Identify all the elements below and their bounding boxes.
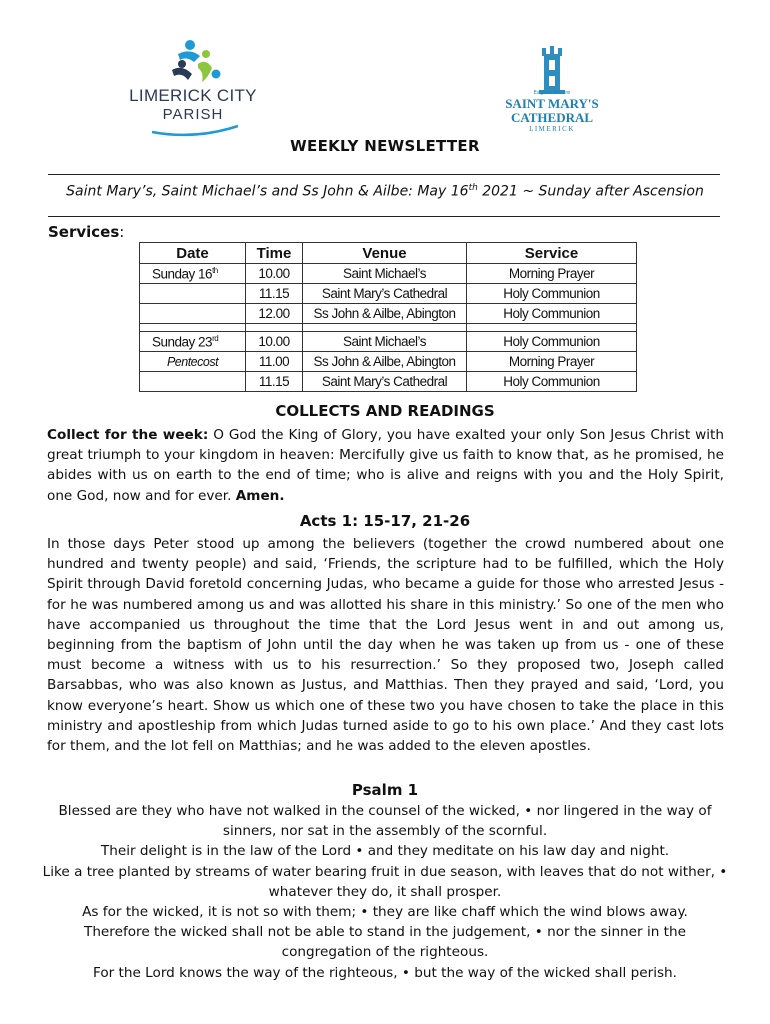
table-row: [140, 284, 637, 304]
collect-amen: Amen.: [235, 487, 285, 504]
table-row: [140, 304, 637, 324]
logo-text-limerick: LIMERICK: [529, 125, 575, 133]
cell-date: [140, 332, 246, 352]
cell-venue: Saint Mary’s Cathedral: [303, 372, 467, 392]
cell-venue: Ss John & Ailbe, Abington: [303, 352, 467, 372]
psalm-verse: Like a tree planted by streams of water bearing fruit in due season, with leaves that do not wither, • whatever they do, it shall prosper.: [42, 863, 728, 900]
swoosh-icon: [150, 122, 240, 138]
cathedral-tower-icon: [535, 40, 569, 96]
psalm-verse: For the Lord knows the way of the righteous, • but the way of the wicked shall perish.: [92, 964, 677, 981]
table-row: [140, 372, 637, 392]
column-header-venue: Venue: [303, 243, 467, 264]
subtitle-post: 2021 ~ Sunday after Ascension: [477, 183, 704, 200]
collect-text: O God the King of Glory, you have exalted your only Son Jesus Christ with great triumph to your kingdom in heaven: Mercifully give us faith to know that, as he promised, he abides with us on earth to the end of time; who is alive and reigns with you and the Holy Spirit, one God, now and for ever.: [47, 427, 724, 504]
spacer-cell: [467, 324, 637, 332]
cell-time: 11.00: [246, 352, 303, 372]
logo-text-limerick-city: LIMERICK CITY: [129, 86, 257, 105]
divider: [48, 216, 720, 217]
psalm-heading: Psalm 1: [351, 781, 419, 799]
divider: [48, 174, 720, 175]
logo-text-saint-marys: SAINT MARY'S: [505, 96, 599, 111]
logo-text-parish: PARISH: [162, 106, 224, 123]
date-text: Sunday 16: [152, 266, 213, 282]
psalm-verse: As for the wicked, it is not so with them; • they are like chaff which the wind blows away.: [82, 904, 688, 921]
table-row: [140, 264, 637, 284]
acts-paragraph: In those days Peter stood up among the believers (together the crowd numbered about one hundred and twenty people) and said, ‘Friends, the scripture had to be fulfilled, which the Holy Spirit through David foretold concerning Judas, who became a guide for those who arrested Jesus - for he was numbered among us and was allotted his share in this ministry.’ So one of the men who have accompanied us throughout the time that the Lord Jesus went in and out among us, beginning from the baptism of John until the day when he was taken up from us - one of these must become a witness with us to his resurrection.’ So they proposed two, Joseph called Barsabbas, who was also known as Justus, and Matthias. Then they prayed and said, ‘Lord, you know everyone’s heart. Show us which one of these two you have chosen to take the place in this ministry and apostleship from which Judas turned aside to go to his own place.’ And they cast lots for them, and the lot fell on Matthias; and he was added to the eleven apostles.: [47, 536, 724, 755]
subtitle-pre: Saint Mary’s, Saint Michael’s and Ss John & Ailbe: May 16: [66, 183, 469, 200]
cell-venue: Ss John & Ailbe, Abington: [303, 304, 467, 324]
subtitle-sup: th: [468, 183, 478, 193]
cell-service: Holy Communion: [467, 332, 637, 352]
limerick-city-parish-logo: [128, 38, 258, 138]
date-sup: rd: [212, 333, 219, 343]
collect-lead: Collect for the week:: [47, 427, 209, 443]
logo-text-cathedral: CATHEDRAL: [510, 110, 594, 125]
column-header-service: Service: [467, 243, 637, 264]
spacer-cell: [303, 324, 467, 332]
cell-time: 11.15: [246, 372, 303, 392]
cell-date: Pentecost: [140, 352, 246, 372]
cell-service: Morning Prayer: [467, 352, 637, 372]
services-label: Services: [48, 223, 120, 241]
cell-date: [140, 284, 246, 304]
psalm-verse: Their delight is in the law of the Lord • and they meditate on his law day and night.: [100, 843, 670, 860]
cell-venue: Saint Michael’s: [303, 264, 467, 284]
logo-text-irish: Eaglais Mhuire: [533, 90, 571, 96]
column-header-date: Date: [140, 243, 246, 264]
spacer-cell: [140, 324, 246, 332]
table-header-row: [140, 243, 637, 264]
cell-service: Morning Prayer: [467, 264, 637, 284]
spacer-cell: [246, 324, 303, 332]
cell-time: 10.00: [246, 264, 303, 284]
cell-service: Holy Communion: [467, 284, 637, 304]
psalm-verses: [40, 801, 730, 983]
services-heading: [48, 223, 124, 241]
cell-date: [140, 372, 246, 392]
table-spacer-row: [140, 324, 637, 332]
cell-date: [140, 264, 246, 284]
date-sup: th: [212, 265, 218, 275]
table-row: [140, 332, 637, 352]
cell-date: [140, 304, 246, 324]
date-text: Sunday 23: [152, 334, 213, 350]
cell-venue: Saint Michael’s: [303, 332, 467, 352]
cell-service: Holy Communion: [467, 372, 637, 392]
psalm-verse: Therefore the wicked shall not be able to stand in the judgement, • nor the sinner in the congregation of the righteous.: [84, 924, 686, 961]
parish-figures-icon: [168, 38, 228, 86]
collects-heading: COLLECTS AND READINGS: [275, 402, 495, 420]
cell-service: Holy Communion: [467, 304, 637, 324]
newsletter-title: WEEKLY NEWSLETTER: [290, 137, 480, 155]
table-row: [140, 352, 637, 372]
column-header-time: Time: [246, 243, 303, 264]
services-colon: :: [119, 223, 125, 241]
acts-heading: Acts 1: 15-17, 21-26: [299, 512, 471, 530]
cell-time: 10.00: [246, 332, 303, 352]
cell-time: 11.15: [246, 284, 303, 304]
cell-venue: Saint Mary’s Cathedral: [303, 284, 467, 304]
collect-paragraph: [47, 425, 724, 506]
psalm-verse: Blessed are they who have not walked in the counsel of the wicked, • nor lingered in the way of sinners, nor sat in the assembly of the scornful.: [58, 803, 712, 840]
newsletter-subtitle: [0, 183, 770, 200]
saint-marys-cathedral-logo: [492, 40, 612, 132]
cell-time: 12.00: [246, 304, 303, 324]
services-table: [139, 242, 637, 392]
